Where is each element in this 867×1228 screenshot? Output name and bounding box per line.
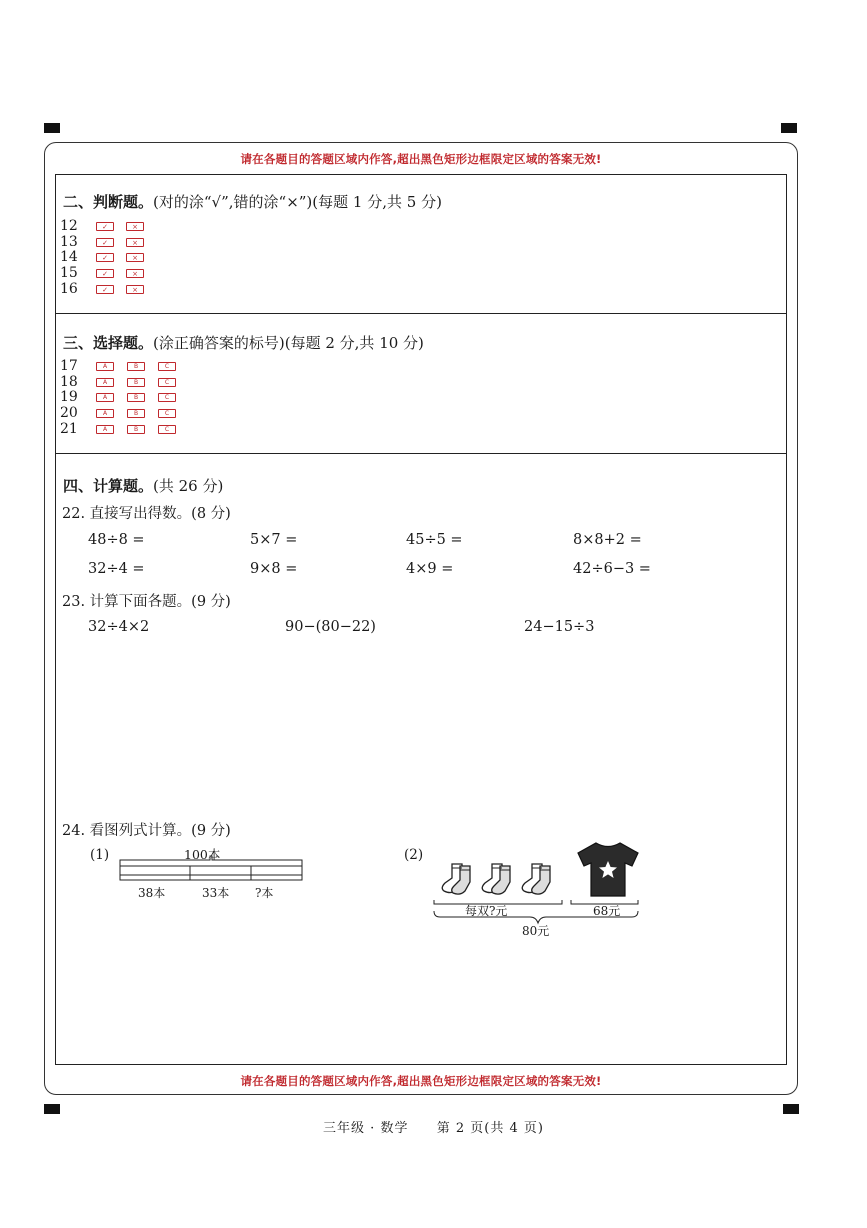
q24-title: 24. 看图列式计算。(9 分) — [62, 823, 231, 839]
answer-area — [55, 174, 787, 1065]
total-price-label: 80元 — [522, 924, 550, 938]
bubble-true[interactable]: ✓ — [96, 253, 114, 262]
warning-top: 请在各题目的答题区域内作答,超出黑色矩形边框限定区域的答案无效! — [240, 152, 602, 166]
mc-row-18 — [60, 375, 189, 390]
page-footer — [0, 1117, 867, 1136]
q22-title: 22. 直接写出得数。(8 分) — [62, 506, 231, 522]
question-number: 21 — [60, 421, 78, 437]
bubble-true[interactable]: ✓ — [96, 222, 114, 231]
bubble-b[interactable]: B — [127, 393, 145, 402]
section-true-false — [56, 175, 786, 314]
footer-page-number: 第 2 页(共 4 页) — [436, 1121, 544, 1136]
question-number: 16 — [60, 281, 78, 297]
bubble-a[interactable]: A — [96, 362, 114, 371]
socks-icon — [512, 862, 556, 896]
q24-segment-label: 33本 — [202, 886, 230, 900]
bubble-c[interactable]: C — [158, 393, 176, 402]
oral-calc-item: 45÷5 = — [406, 532, 463, 548]
oral-calc-item: 32÷4 = — [88, 561, 145, 577]
question-number: 12 — [60, 218, 78, 234]
written-calc-item: 24−15÷3 — [524, 619, 595, 635]
bubble-c[interactable]: C — [158, 378, 176, 387]
section-multiple-choice-title: 三、选择题。(涂正确答案的标号)(每题 2 分,共 10 分) — [63, 334, 424, 352]
tf-row-12 — [60, 219, 156, 234]
question-number: 14 — [60, 249, 78, 265]
socks-icon — [472, 862, 516, 896]
warning-bottom: 请在各题目的答题区域内作答,超出黑色矩形边框限定区域的答案无效! — [240, 1074, 602, 1088]
written-calc-item: 32÷4×2 — [88, 619, 150, 635]
question-number: 15 — [60, 265, 78, 281]
tshirt-icon — [574, 840, 642, 898]
mc-row-21 — [60, 422, 189, 437]
bubble-b[interactable]: B — [127, 362, 145, 371]
q24-segment-label: 38本 — [138, 886, 166, 900]
registration-mark-top-left — [44, 123, 60, 133]
question-number: 20 — [60, 405, 78, 421]
question-number: 18 — [60, 374, 78, 390]
bubble-a[interactable]: A — [96, 378, 114, 387]
tf-row-14 — [60, 250, 156, 265]
q24-part1-label: (1) — [90, 847, 110, 863]
registration-mark-bottom-left — [44, 1104, 60, 1114]
socks-price-label: 每双?元 — [465, 904, 508, 918]
bubble-false[interactable]: × — [126, 269, 144, 278]
section-calculation — [56, 454, 786, 1064]
section-true-false-title: 二、判断题。(对的涂“√”,错的涂“×”)(每题 1 分,共 5 分) — [63, 193, 442, 211]
oral-calc-item: 5×7 = — [250, 532, 298, 548]
bubble-a[interactable]: A — [96, 425, 114, 434]
oral-calc-item: 48÷8 = — [88, 532, 145, 548]
oral-calc-item: 9×8 = — [250, 561, 298, 577]
tf-row-16 — [60, 282, 156, 297]
oral-calc-item: 4×9 = — [406, 561, 454, 577]
bubble-c[interactable]: C — [158, 362, 176, 371]
question-number: 19 — [60, 389, 78, 405]
bubble-false[interactable]: × — [126, 285, 144, 294]
bubble-false[interactable]: × — [126, 253, 144, 262]
footer-grade-subject: 三年级 · 数学 — [323, 1121, 409, 1136]
mc-row-17 — [60, 359, 189, 374]
oral-calc-item: 8×8+2 = — [573, 532, 642, 548]
bubble-true[interactable]: ✓ — [96, 238, 114, 247]
q23-title: 23. 计算下面各题。(9 分) — [62, 594, 231, 610]
mc-row-19 — [60, 390, 189, 405]
section-multiple-choice — [56, 314, 786, 454]
bubble-b[interactable]: B — [127, 378, 145, 387]
q24-segment-label: ?本 — [255, 886, 274, 900]
q24-part2-label: (2) — [404, 847, 424, 863]
registration-mark-bottom-right — [783, 1104, 799, 1114]
written-calc-item: 90−(80−22) — [285, 619, 376, 635]
q24-total-books: 100本 — [184, 847, 221, 862]
mc-row-20 — [60, 406, 189, 421]
bubble-true[interactable]: ✓ — [96, 285, 114, 294]
oral-calc-item: 42÷6−3 = — [573, 561, 651, 577]
bubble-false[interactable]: × — [126, 222, 144, 231]
bubble-b[interactable]: B — [127, 425, 145, 434]
tf-row-15 — [60, 266, 156, 281]
bubble-b[interactable]: B — [127, 409, 145, 418]
bubble-true[interactable]: ✓ — [96, 269, 114, 278]
socks-icon — [432, 862, 476, 896]
question-number: 13 — [60, 234, 78, 250]
bubble-c[interactable]: C — [158, 425, 176, 434]
shirt-price-label: 68元 — [593, 904, 621, 918]
bubble-c[interactable]: C — [158, 409, 176, 418]
section-calculation-title: 四、计算题。(共 26 分) — [63, 477, 224, 495]
bubble-a[interactable]: A — [96, 409, 114, 418]
bubble-a[interactable]: A — [96, 393, 114, 402]
tf-row-13 — [60, 235, 156, 250]
bubble-false[interactable]: × — [126, 238, 144, 247]
question-number: 17 — [60, 358, 78, 374]
registration-mark-top-right — [781, 123, 797, 133]
answer-sheet-frame — [44, 142, 798, 1095]
